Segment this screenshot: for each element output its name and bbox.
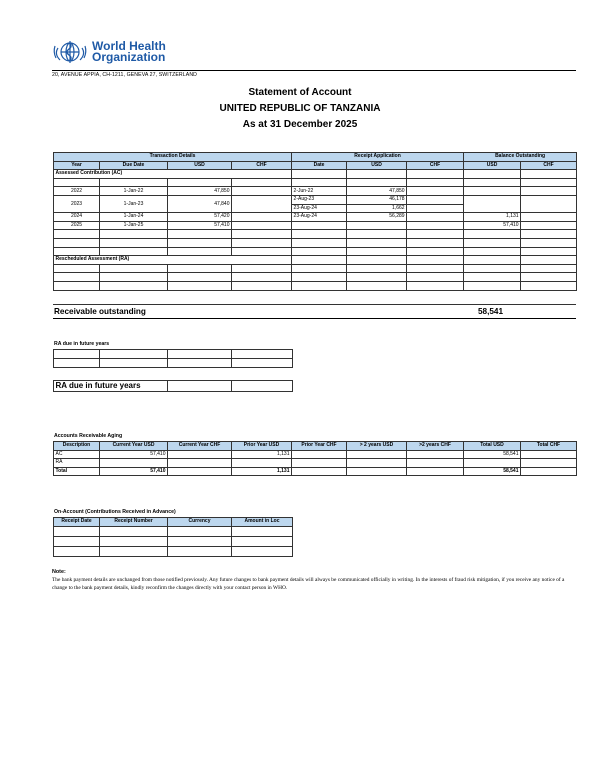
note-label: Note: <box>52 569 66 575</box>
aging-cell <box>100 459 168 468</box>
aging-header-total-usd: Total USD <box>464 442 521 451</box>
aging-cell <box>168 450 232 459</box>
aging-header-prior-usd: Prior Year USD <box>232 442 292 451</box>
cell-chf <box>232 187 292 196</box>
statement-country: UNITED REPUBLIC OF TANZANIA <box>219 103 381 114</box>
table-row <box>54 221 577 230</box>
col-header-balance-chf: CHF <box>521 161 577 170</box>
cell-balance-chf <box>521 213 577 222</box>
on-account-header-amount: Amount in Loc <box>232 518 293 527</box>
aging-total-cell <box>168 467 232 476</box>
aging-cell <box>168 459 232 468</box>
group-header-balance: Balance Outstanding <box>464 153 577 162</box>
table-row <box>54 213 577 222</box>
aging-cell <box>292 450 347 459</box>
receivable-outstanding-value: 58,541 <box>478 307 504 316</box>
cell-receipt-date: 2-Aug-23 <box>292 195 347 204</box>
aging-header-total-chf: Total CHF <box>521 442 577 451</box>
aging-total-row <box>54 467 577 476</box>
table-row <box>54 264 577 273</box>
ra-future-total-table <box>53 380 293 392</box>
table-row <box>54 281 577 290</box>
aging-cell: AC <box>54 450 100 459</box>
col-header-receipt-usd: USD <box>347 161 407 170</box>
cell-due-date: 1-Jan-25 <box>100 221 168 230</box>
cell-year: 2025 <box>54 221 100 230</box>
cell-chf <box>232 221 292 230</box>
table-row <box>54 178 577 187</box>
aging-cell <box>292 459 347 468</box>
aging-total-cell: 58,541 <box>464 467 521 476</box>
aging-header-description: Description <box>54 442 100 451</box>
cell-due-date: 1-Jan-24 <box>100 213 168 222</box>
cell-balance-usd: 1,131 <box>464 213 521 222</box>
cell-balance-chf <box>521 195 577 212</box>
aging-cell: 58,541 <box>464 450 521 459</box>
cell-receipt-date: 23-Aug-24 <box>292 204 347 213</box>
on-account-header-receipt-date: Receipt Date <box>54 518 100 527</box>
ra-future-small-label: RA due in future years <box>54 341 110 347</box>
aging-title: Accounts Receivable Aging <box>54 433 123 439</box>
aging-total-cell <box>521 467 577 476</box>
col-header-year: Year <box>54 161 100 170</box>
cell-year: 2024 <box>54 213 100 222</box>
aging-cell <box>407 459 464 468</box>
table-row <box>54 350 293 359</box>
cell-receipt-usd: 1,662 <box>347 204 407 213</box>
cell-chf <box>232 213 292 222</box>
col-header-balance-usd: USD <box>464 161 521 170</box>
on-account-header-currency: Currency <box>168 518 232 527</box>
table-row <box>54 195 577 204</box>
aging-cell <box>347 459 407 468</box>
cell-due-date: 1-Jan-22 <box>100 187 168 196</box>
col-header-usd: USD <box>168 161 232 170</box>
aging-cell: 1,131 <box>232 450 292 459</box>
cell-year: 2023 <box>54 195 100 212</box>
on-account-table <box>53 517 293 557</box>
cell-due-date: 1-Jan-23 <box>100 195 168 212</box>
group-header-transaction: Transaction Details <box>54 153 292 162</box>
aging-table <box>53 441 577 476</box>
cell-balance-usd: 57,410 <box>464 221 521 230</box>
table-row <box>54 526 293 536</box>
group-header-receipt: Receipt Application <box>292 153 464 162</box>
table-row <box>54 187 577 196</box>
table-row <box>54 381 293 392</box>
table-row <box>54 450 577 459</box>
aging-total-cell <box>347 467 407 476</box>
aging-cell <box>521 459 577 468</box>
col-header-receipt-date: Date <box>292 161 347 170</box>
who-logo <box>52 38 88 66</box>
aging-header-2y-usd: > 2 years USD <box>347 442 407 451</box>
org-address: 20, AVENUE APPIA, CH-1211, GENEVA 27, SWITZERLAND <box>52 72 198 78</box>
cell-receipt-date: 23-Aug-24 <box>292 213 347 222</box>
cell-balance-chf <box>521 187 577 196</box>
col-header-chf: CHF <box>232 161 292 170</box>
aging-cell <box>521 450 577 459</box>
table-row <box>54 459 577 468</box>
aging-cell <box>232 459 292 468</box>
aging-header-current-chf: Current Year CHF <box>168 442 232 451</box>
statement-date: As at 31 December 2025 <box>242 119 358 130</box>
cell-usd: 57,410 <box>168 221 232 230</box>
table-row <box>54 536 293 546</box>
cell-balance-usd <box>464 195 521 212</box>
aging-header-current-usd: Current Year USD <box>100 442 168 451</box>
on-account-title: On-Account (Contributions Received in Advance) <box>54 509 176 515</box>
cell-chf <box>232 195 292 212</box>
cell-usd: 47,850 <box>168 187 232 196</box>
aging-total-cell: 1,131 <box>232 467 292 476</box>
aging-cell: RA <box>54 459 100 468</box>
table-row <box>54 359 293 368</box>
ra-future-big-label: RA due in future years <box>54 381 168 392</box>
aging-cell <box>347 450 407 459</box>
cell-balance-usd <box>464 187 521 196</box>
receivable-bottom-line <box>53 318 576 319</box>
aging-total-cell <box>407 467 464 476</box>
cell-receipt-usd: 47,850 <box>347 187 407 196</box>
col-header-due-date: Due Date <box>100 161 168 170</box>
aging-cell <box>407 450 464 459</box>
cell-year: 2022 <box>54 187 100 196</box>
section-row-ac <box>54 170 577 179</box>
cell-receipt-usd: 46,178 <box>347 195 407 204</box>
ra-future-table <box>53 349 293 368</box>
section-row-ra <box>54 256 577 265</box>
cell-receipt-usd: 56,289 <box>347 213 407 222</box>
cell-receipt-date: 2-Jun-22 <box>292 187 347 196</box>
header-rule <box>52 70 576 71</box>
aging-cell: 57,410 <box>100 450 168 459</box>
aging-total-cell <box>292 467 347 476</box>
receivable-outstanding-label: Receivable outstanding <box>54 307 146 316</box>
cell-usd: 47,840 <box>168 195 232 212</box>
section-label-ra: Rescheduled Assessment (RA) <box>54 256 292 265</box>
aging-cell <box>464 459 521 468</box>
section-label-ac: Assessed Contribution (AC) <box>54 170 292 179</box>
aging-total-cell: Total <box>54 467 100 476</box>
statement-table <box>53 152 577 291</box>
cell-balance-chf <box>521 221 577 230</box>
note-text: The bank payment details are unchanged from those notified previously. Any future changes to bank payment details will always be communicated officially in writing. In the interests of fraud risk mitigation, if you receive any notice of a change to the bank payment details, kindly reconfirm the changes directly with your contact person in WHO. <box>52 577 565 591</box>
org-name-line2: Organization <box>92 50 166 64</box>
table-row <box>54 230 577 239</box>
cell-usd: 57,420 <box>168 213 232 222</box>
col-header-receipt-chf: CHF <box>407 161 464 170</box>
table-row <box>54 273 577 282</box>
aging-total-cell: 57,410 <box>100 467 168 476</box>
receivable-top-line <box>53 304 576 305</box>
org-name <box>92 41 166 63</box>
table-row <box>54 546 293 556</box>
on-account-header-receipt-number: Receipt Number <box>100 518 168 527</box>
aging-header-prior-chf: Prior Year CHF <box>292 442 347 451</box>
org-name-line1: World Health <box>92 39 166 53</box>
aging-header-2y-chf: >2 years CHF <box>407 442 464 451</box>
statement-title: Statement of Account <box>248 87 352 98</box>
table-row <box>54 247 577 256</box>
table-row <box>54 238 577 247</box>
